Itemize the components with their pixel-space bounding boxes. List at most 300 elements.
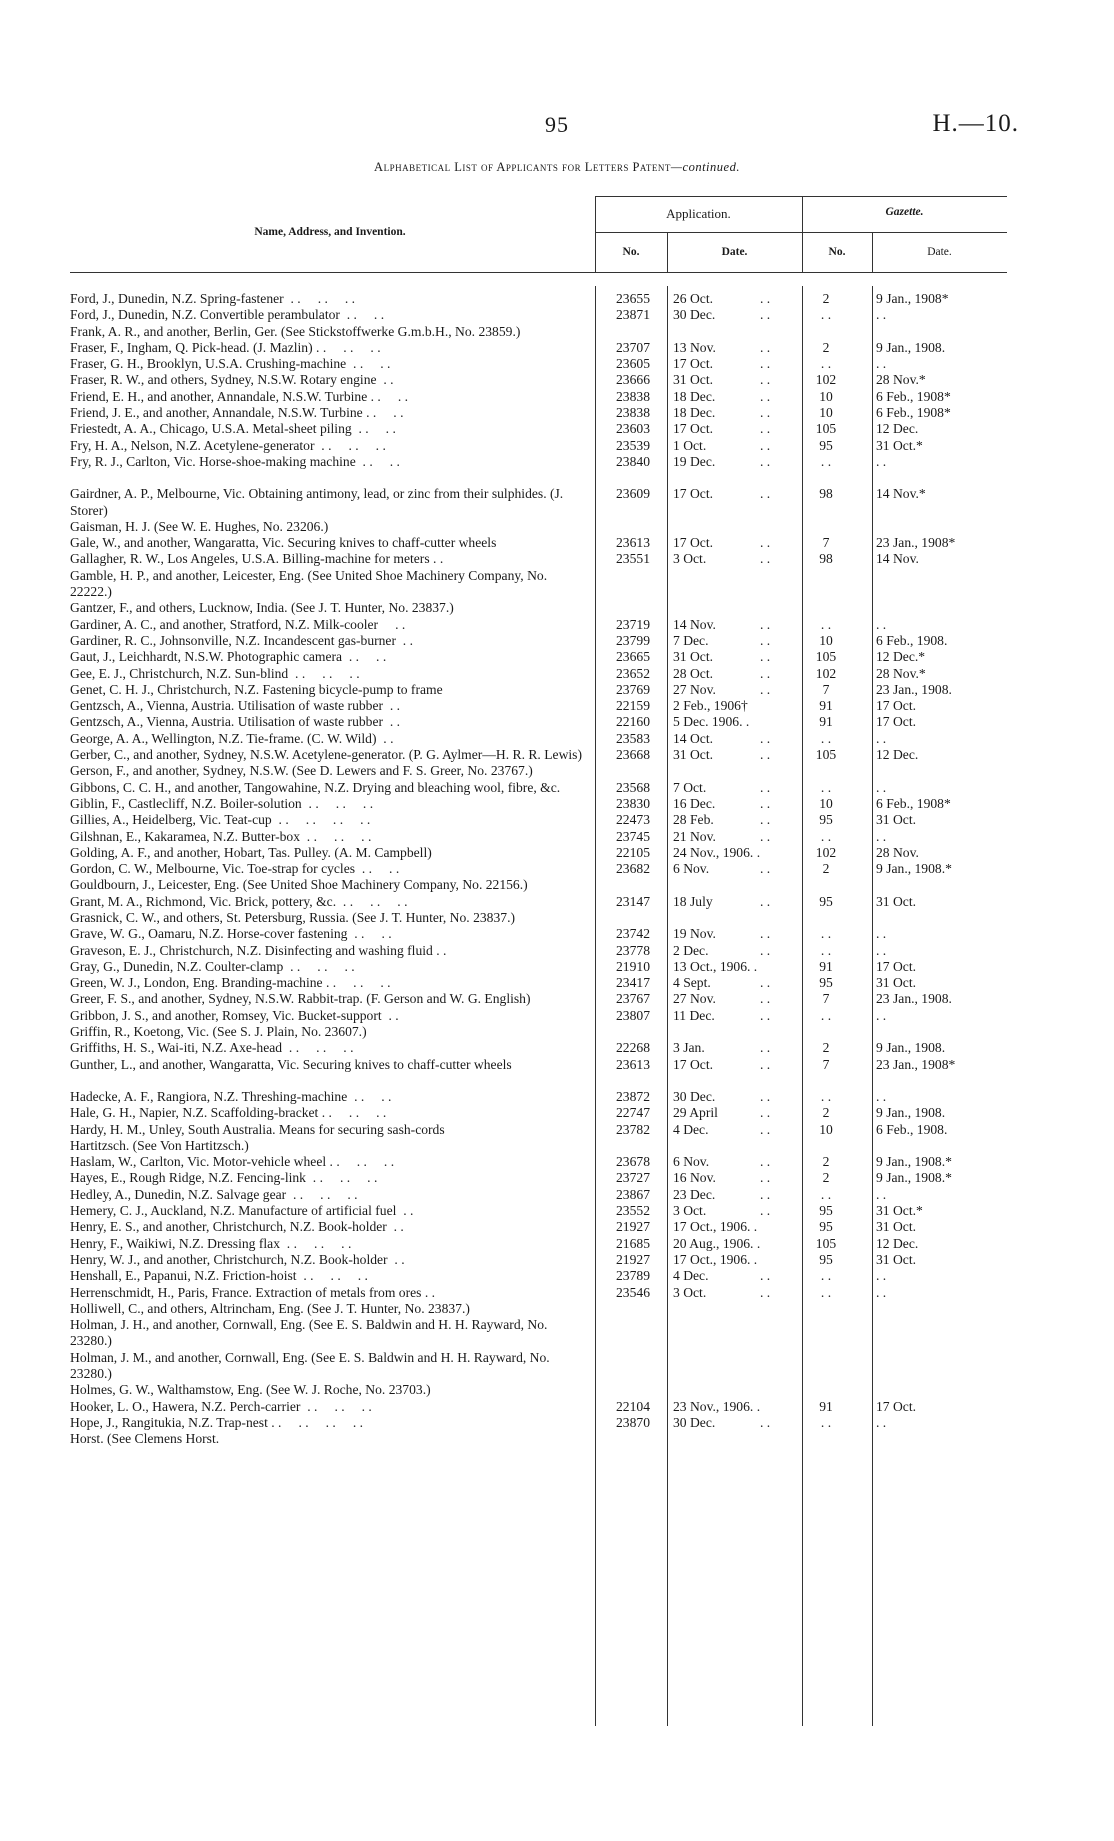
app-date: 13 Nov. (673, 339, 716, 355)
gazette-number: . . (820, 730, 832, 746)
app-date: 14 Nov. (673, 616, 716, 632)
table-row (70, 1399, 1010, 1415)
app-number: 23605 (616, 356, 650, 372)
app-date-dots: . . (760, 632, 771, 648)
app-date-dots: . . (760, 1040, 771, 1056)
leader-dots: . . . . . . (312, 339, 381, 355)
leader-dots: . . . . . . (296, 1268, 368, 1284)
leader-dots: . . . . (346, 356, 391, 372)
app-number: 23867 (616, 1186, 650, 1202)
applicant-text: Haslam, W., Carlton, Vic. Motor-vehicle wheel (70, 1154, 327, 1170)
applicant-entry (70, 324, 585, 340)
applicant-text: Gibbons, C. C. H., and another, Tangowahine, N.Z. Drying and bleaching wool, fibre, &c. (70, 779, 561, 795)
applicant-text: Hartitzsch. (See Von Hartitzsch.) (70, 1137, 249, 1153)
table-row (70, 1219, 1010, 1235)
app-number: 22268 (616, 1040, 650, 1056)
applicant-text: Hale, G. H., Napier, N.Z. Scaffolding-bracket (70, 1105, 319, 1121)
gazette-date: . . (876, 1088, 887, 1104)
table-row (70, 780, 1010, 796)
app-date-dots: . . (760, 861, 771, 877)
applicant-text: Gardiner, A. C., and another, Stratford, N.Z. Milk-cooler (70, 616, 379, 632)
header-app-no: No. (622, 246, 640, 258)
applicant-text: Holliwell, C., and others, Altrincham, Eng. (See J. T. Hunter, No. 23837.) (70, 1300, 470, 1316)
table-row (70, 486, 1010, 519)
leader-dots: . . . . (351, 421, 396, 437)
app-date-dots: . . (760, 975, 771, 991)
table-row (70, 894, 1010, 910)
table-row (70, 1252, 1010, 1268)
gazette-date: 6 Feb., 1908* (876, 405, 951, 421)
applicant-entry (70, 1399, 585, 1415)
app-number: 23789 (616, 1268, 650, 1284)
app-number: 22105 (616, 844, 650, 860)
app-date: 18 Dec. (673, 405, 716, 421)
gazette-number: . . (820, 828, 832, 844)
applicant-text: Gee, E. J., Christchurch, N.Z. Sun-blind (70, 665, 289, 681)
app-number: 23807 (616, 1007, 650, 1023)
app-number: 23613 (616, 1056, 650, 1072)
leader-dots: . . (387, 1251, 405, 1267)
applicant-text: Gerson, F., and another, Sydney, N.S.W. (See D. Lewers and F. S. Greer, No. 23767.) (70, 763, 533, 779)
app-date: 30 Dec. (673, 307, 716, 323)
app-date: 26 Oct. (673, 291, 714, 306)
gazette-date: . . (876, 307, 887, 323)
table-row (70, 731, 1010, 747)
app-date: 24 Nov., 1906. . (673, 844, 761, 860)
gazette-number: 102 (815, 844, 837, 860)
app-number: 21927 (616, 1219, 650, 1235)
app-date: 28 Oct. (673, 665, 714, 681)
table-row (70, 845, 1010, 861)
table-row (70, 1350, 1010, 1383)
applicant-entry (70, 861, 585, 877)
leader-dots: . . . . (355, 861, 400, 877)
patent-table-body (70, 291, 1010, 1447)
gazette-number: 102 (815, 372, 837, 388)
app-number: 21685 (616, 1235, 650, 1251)
applicant-entry (70, 943, 585, 959)
table-row (70, 649, 1010, 665)
table-row (70, 1236, 1010, 1252)
table-row (70, 421, 1010, 437)
table-row (70, 633, 1010, 649)
gazette-number: 2 (822, 861, 830, 877)
applicant-text: Gallagher, R. W., Los Angeles, U.S.A. Billing-machine for meters (70, 551, 430, 567)
applicant-entry (70, 1431, 585, 1447)
app-number: 23707 (616, 339, 650, 355)
app-date-dots: . . (760, 1056, 771, 1072)
gazette-number: . . (820, 926, 832, 942)
app-number: 23568 (616, 779, 650, 795)
gazette-date: 28 Nov.* (876, 665, 926, 681)
applicant-entry (70, 649, 585, 665)
app-date-dots: . . (760, 1154, 771, 1170)
applicant-text: Holman, J. H., and another, Cornwall, Eng. (See E. S. Baldwin and H. H. Rayward, No. 23280.) (70, 1317, 548, 1349)
app-date-dots: . . (760, 1088, 771, 1104)
app-date-dots: . . (760, 453, 771, 469)
leader-dots: . . (432, 942, 447, 958)
applicant-entry (70, 1105, 585, 1121)
applicant-entry (70, 1138, 585, 1154)
app-number: 23838 (616, 405, 650, 421)
leader-dots: . . (376, 730, 394, 746)
table-row (70, 1285, 1010, 1301)
gazette-number: 95 (819, 812, 833, 828)
app-date: 5 Dec. 1906. . (673, 714, 750, 730)
gazette-number: 7 (822, 1056, 830, 1072)
title-suffix: —continued. (670, 160, 740, 174)
app-number: 22160 (616, 714, 650, 730)
gazette-date: . . (876, 926, 887, 942)
gazette-number: 95 (819, 893, 833, 909)
applicant-entry (70, 731, 585, 747)
applicant-entry (70, 1203, 585, 1219)
gazette-number: 2 (822, 291, 830, 306)
gazette-date: 31 Oct.* (876, 437, 923, 453)
app-date: 27 Nov. (673, 681, 716, 697)
leader-dots: . . (386, 1219, 404, 1235)
table-row (70, 389, 1010, 405)
gazette-number: 2 (822, 1154, 830, 1170)
app-date: 7 Oct. (673, 779, 707, 795)
gazette-date: 31 Oct. (876, 975, 917, 991)
app-date-dots: . . (760, 893, 771, 909)
table-row (70, 568, 1010, 601)
gazette-number: 98 (819, 486, 833, 502)
applicant-entry (70, 1187, 585, 1203)
gazette-number: 2 (822, 1170, 830, 1186)
table-row (70, 682, 1010, 698)
app-date-dots: . . (760, 551, 771, 567)
app-date: 31 Oct. (673, 649, 714, 665)
table-row (70, 617, 1010, 633)
document-code: H.—10. (932, 110, 1019, 137)
leader-dots: . . . . . . (305, 1170, 378, 1186)
applicant-entry (70, 1024, 585, 1040)
gazette-date: 28 Nov.* (876, 372, 926, 388)
applicant-entry (70, 1008, 585, 1024)
gazette-date: . . (876, 730, 887, 746)
leader-dots: . . (381, 1007, 399, 1023)
gazette-date: 9 Jan., 1908. (876, 339, 946, 355)
table-row (70, 1105, 1010, 1121)
table-row (70, 910, 1010, 926)
app-date: 31 Oct. (673, 372, 714, 388)
app-date-dots: . . (760, 1268, 771, 1284)
app-date-dots: . . (760, 1284, 771, 1300)
applicant-entry (70, 535, 585, 551)
applicant-text: Gerber, C., and another, Sydney, N.S.W. Acetylene-generator. (P. G. Aylmer—H. R. R. Lewis) (70, 747, 582, 763)
applicant-entry (70, 389, 585, 405)
app-date-dots: . . (760, 665, 771, 681)
applicant-text: Fraser, G. H., Brooklyn, U.S.A. Crushing-machine (70, 356, 347, 372)
app-date-dots: . . (760, 649, 771, 665)
applicant-entry (70, 307, 585, 323)
gazette-date: 6 Feb., 1908. (876, 632, 948, 648)
gazette-date: . . (876, 356, 887, 372)
applicant-entry (70, 926, 585, 942)
gazette-date: 23 Jan., 1908* (876, 535, 956, 551)
table-row (70, 763, 1010, 779)
app-date: 20 Aug., 1906. . (673, 1235, 761, 1251)
applicant-text: Horst. (See Clemens Horst. (70, 1431, 220, 1447)
leader-dots: . . . . . . (282, 1040, 354, 1056)
app-date-dots: . . (760, 1007, 771, 1023)
applicant-text: Gairdner, A. P., Melbourne, Vic. Obtaining antimony, lead, or zinc from their sulphides. (J. Storer) (70, 486, 564, 518)
applicant-entry (70, 780, 585, 796)
applicant-entry (70, 633, 585, 649)
applicant-entry (70, 1252, 585, 1268)
app-date-dots: . . (760, 616, 771, 632)
leader-dots: . . (383, 714, 401, 730)
app-number: 23147 (616, 893, 650, 909)
app-date-dots: . . (760, 747, 771, 763)
app-number: 23719 (616, 616, 650, 632)
gazette-date: 17 Oct. (876, 698, 917, 714)
applicant-entry (70, 340, 585, 356)
applicant-entry (70, 714, 585, 730)
gazette-number: 91 (819, 698, 833, 714)
gazette-number: . . (820, 1284, 832, 1300)
table-row (70, 340, 1010, 356)
app-date-dots: . . (760, 535, 771, 551)
app-number: 23613 (616, 535, 650, 551)
leader-dots: . . . . (342, 649, 387, 665)
app-number: 23745 (616, 828, 650, 844)
applicant-entry (70, 421, 585, 437)
gazette-date: 12 Dec.* (876, 649, 926, 665)
table-row (70, 1057, 1010, 1073)
app-date-dots: . . (760, 1186, 771, 1202)
applicant-entry (70, 666, 585, 682)
table-row (70, 1089, 1010, 1105)
app-date: 3 Oct. (673, 1284, 707, 1300)
app-date: 6 Nov. (673, 1154, 710, 1170)
table-row (70, 1138, 1010, 1154)
applicant-text: Genet, C. H. J., Christchurch, N.Z. Fastening bicycle-pump to frame (70, 681, 443, 697)
gazette-number: 102 (815, 665, 837, 681)
table-row (70, 812, 1010, 828)
gazette-date: 17 Oct. (876, 958, 917, 974)
applicant-entry (70, 1154, 585, 1170)
applicant-text: Griffin, R., Koetong, Vic. (See S. J. Plain, No. 23607.) (70, 1024, 367, 1040)
header-gaz-date: Date. (927, 246, 952, 258)
gazette-date: 31 Oct.* (876, 1203, 923, 1219)
gazette-date: 23 Jan., 1908. (876, 681, 952, 697)
gazette-number: 7 (822, 535, 830, 551)
gazette-number: . . (820, 1268, 832, 1284)
applicant-text: Frank, A. R., and another, Berlin, Ger. (See Stickstoffwerke G.m.b.H., No. 23859.) (70, 323, 521, 339)
header-mid-rule (595, 232, 1007, 233)
app-date-dots: . . (760, 307, 771, 323)
table-row (70, 698, 1010, 714)
app-date: 13 Oct., 1906. . (673, 958, 758, 974)
app-number: 23668 (616, 747, 650, 763)
gazette-number: 91 (819, 958, 833, 974)
applicant-entry (70, 1350, 585, 1383)
applicant-entry (70, 1301, 585, 1317)
applicant-text: Ford, J., Dunedin, N.Z. Spring-fastener (70, 291, 284, 306)
leader-dots: . . . . (367, 388, 409, 404)
app-number: 23609 (616, 486, 650, 502)
app-date: 16 Dec. (673, 795, 716, 811)
app-date: 18 Dec. (673, 388, 716, 404)
app-number: 23539 (616, 437, 650, 453)
gazette-date: 9 Jan., 1908.* (876, 1154, 952, 1170)
applicant-text: Ford, J., Dunedin, N.Z. Convertible perambulator (70, 307, 340, 323)
table-row (70, 1170, 1010, 1186)
applicant-text: Holman, J. M., and another, Cornwall, Eng. (See E. S. Baldwin and H. H. Rayward, No. 23280.) (70, 1349, 550, 1381)
leader-dots: . . (378, 616, 406, 632)
gazette-number: . . (820, 1186, 832, 1202)
gazette-date: 12 Dec. (876, 1235, 919, 1251)
table-row (70, 307, 1010, 323)
gazette-date: 9 Jan., 1908.* (876, 1170, 952, 1186)
gazette-number: 105 (815, 1235, 837, 1251)
applicant-text: Herrenschmidt, H., Paris, France. Extraction of metals from ores (70, 1284, 422, 1300)
applicant-entry (70, 568, 585, 601)
gazette-number: 95 (819, 437, 833, 453)
applicant-text: Fraser, R. W., and others, Sydney, N.S.W. Rotary engine (70, 372, 377, 388)
applicant-entry (70, 1317, 585, 1350)
table-row (70, 324, 1010, 340)
gazette-number: 10 (819, 388, 833, 404)
gazette-number: . . (820, 616, 832, 632)
gazette-number: . . (820, 1414, 832, 1430)
header-name: Name, Address, and Invention. (254, 226, 406, 238)
applicant-entry (70, 1285, 585, 1301)
app-date: 17 Oct., 1906. . (673, 1251, 758, 1267)
app-date-dots: . . (760, 421, 771, 437)
app-date-dots: . . (760, 812, 771, 828)
table-row (70, 666, 1010, 682)
leader-dots: . . . . . . (283, 291, 356, 306)
page-number: 95 (545, 112, 569, 137)
app-date: 2 Feb., 1906† (673, 698, 748, 714)
app-number: 22159 (616, 698, 650, 714)
table-row (70, 1203, 1010, 1219)
applicant-text: Fry, R. J., Carlton, Vic. Horse-shoe-making machine (70, 453, 356, 469)
table-row (70, 861, 1010, 877)
gazette-date: 14 Nov. (876, 551, 919, 567)
table-row (70, 1317, 1010, 1350)
applicant-entry (70, 1170, 585, 1186)
app-date: 18 July (673, 893, 713, 909)
applicant-text: Gentzsch, A., Vienna, Austria. Utilisation of waste rubber (70, 698, 384, 714)
gazette-date: 31 Oct. (876, 1219, 917, 1235)
applicant-text: Gaisman, H. J. (See W. E. Hughes, No. 23206.) (70, 518, 329, 534)
table-row (70, 1268, 1010, 1284)
applicant-entry (70, 600, 585, 616)
app-date-dots: . . (760, 1170, 771, 1186)
app-date: 17 Oct. (673, 535, 714, 551)
gazette-date: . . (876, 1284, 887, 1300)
table-row (70, 600, 1010, 616)
app-date-dots: . . (760, 942, 771, 958)
app-number: 23872 (616, 1088, 650, 1104)
applicant-entry (70, 763, 585, 779)
app-date-dots: . . (760, 828, 771, 844)
gazette-date: 23 Jan., 1908* (876, 1056, 956, 1072)
applicant-text: Graveson, E. J., Christchurch, N.Z. Disinfecting and washing fluid (70, 942, 433, 958)
gazette-number: 95 (819, 1251, 833, 1267)
app-number: 21927 (616, 1251, 650, 1267)
gazette-date: 17 Oct. (876, 714, 917, 730)
applicant-text: Hayes, E., Rough Ridge, N.Z. Fencing-link (70, 1170, 306, 1186)
applicant-entry (70, 1122, 585, 1138)
applicant-entry (70, 1415, 585, 1431)
leader-dots: . . (429, 551, 444, 567)
gazette-number: 95 (819, 1219, 833, 1235)
leader-dots: . . (396, 632, 413, 648)
table-row (70, 535, 1010, 551)
leader-dots: . . . . . . (288, 665, 360, 681)
app-date: 23 Dec. (673, 1186, 716, 1202)
table-row (70, 1431, 1010, 1447)
app-date-dots: . . (760, 926, 771, 942)
applicant-entry (70, 845, 585, 861)
gazette-number: 105 (815, 421, 837, 437)
app-date-dots: . . (760, 437, 771, 453)
app-number: 23782 (616, 1121, 650, 1137)
app-date: 1 Oct. (673, 437, 707, 453)
app-number: 23546 (616, 1284, 650, 1300)
gazette-number: 2 (822, 1040, 830, 1056)
gazette-number: 10 (819, 632, 833, 648)
app-date: 19 Dec. (673, 453, 716, 469)
gazette-date: 31 Oct. (876, 1251, 917, 1267)
gazette-date: 9 Jan., 1908. (876, 1040, 946, 1056)
applicant-entry (70, 438, 585, 454)
gazette-number: . . (820, 942, 832, 958)
applicant-entry (70, 486, 585, 519)
leader-dots: . . (396, 1203, 414, 1219)
applicant-text: Gunther, L., and another, Wangaratta, Vic. Securing knives to chaff-cutter wheels (70, 1056, 512, 1072)
applicant-entry (70, 910, 585, 926)
gazette-date: . . (876, 616, 887, 632)
gazette-number: 95 (819, 1203, 833, 1219)
gazette-date: . . (876, 779, 887, 795)
leader-dots: . . . . . . (301, 795, 374, 811)
applicant-text: Hooker, L. O., Hawera, N.Z. Perch-carrier (70, 1398, 301, 1414)
app-date-dots: . . (760, 991, 771, 1007)
app-date: 27 Nov. (673, 991, 716, 1007)
app-number: 23870 (616, 1414, 650, 1430)
applicant-entry (70, 291, 585, 307)
table-row (70, 551, 1010, 567)
applicant-text: Gaut, J., Leichhardt, N.S.W. Photographic camera (70, 649, 343, 665)
app-number: 23682 (616, 861, 650, 877)
table-row (70, 991, 1010, 1007)
applicant-entry (70, 877, 585, 893)
app-number: 23665 (616, 649, 650, 665)
app-date: 30 Dec. (673, 1414, 716, 1430)
app-date: 3 Oct. (673, 1203, 707, 1219)
applicant-entry (70, 519, 585, 535)
applicant-entry (70, 1219, 585, 1235)
table-row (70, 1122, 1010, 1138)
table-row (70, 291, 1010, 307)
gazette-date: . . (876, 942, 887, 958)
header-app-date: Date. (721, 246, 748, 258)
table-row (70, 747, 1010, 763)
applicant-text: Hardy, H. M., Unley, South Australia. Means for securing sash-cords (70, 1121, 445, 1137)
app-number: 23655 (616, 291, 650, 306)
leader-dots: . . . . (355, 453, 400, 469)
applicant-text: Grave, W. G., Oamaru, N.Z. Horse-cover fastening (70, 926, 348, 942)
applicant-text: Henry, W. J., and another, Christchurch, N.Z. Book-holder (70, 1251, 388, 1267)
app-number: 23838 (616, 388, 650, 404)
